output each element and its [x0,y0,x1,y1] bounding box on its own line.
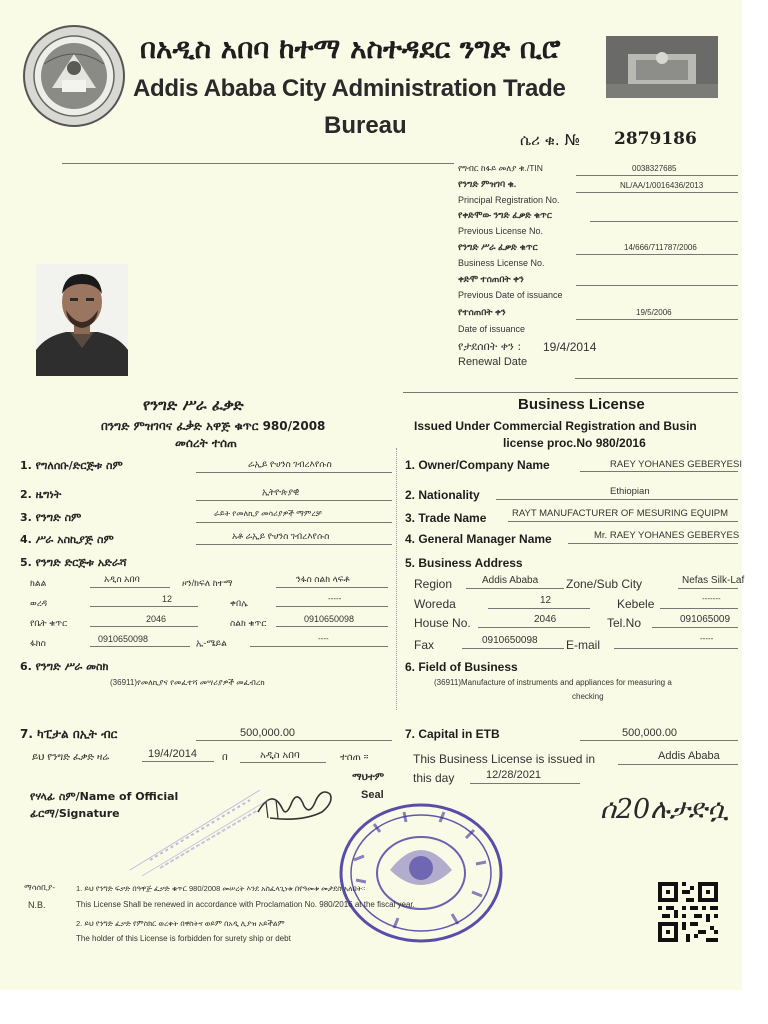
note1-en: This License Shall be renewed in accordance with Proclamation No. 980/2016 at the fiscal year. [76,900,415,909]
seal-label-en: Seal [361,789,384,801]
fax-value-am: 0910650098 [98,634,149,644]
address-label-en: 5. Business Address [405,556,523,570]
handwritten-signature: ሰ20ሉታድሷ [600,794,729,825]
field-value-en-line2: checking [572,692,604,701]
trade-name-label-en: 3. Trade Name [405,511,487,525]
tel-label-en: Tel.No [607,616,642,630]
license-title-am: የንግድ ሥራ ፈቃድ [143,396,244,414]
region-value-en: Addis Ababa [482,575,539,586]
manager-value-en: Mr. RAEY YOHANES GEBERYES [594,530,740,541]
tel-label-am: ስልክ ቁጥር [230,618,267,628]
owner-value-en: RAEY YOHANES GEBERYESI [610,459,742,470]
woreda-label-am: ወረዳ [30,598,48,608]
nationality-label-en: 2. Nationality [405,488,480,502]
issued-am-post: ተሰጠ ። [340,752,369,763]
city-emblem-logo [22,24,126,128]
email-value-am: ---- [318,634,329,643]
fax-label-en: Fax [414,638,435,652]
bureau-photo-logo [606,36,718,98]
issued-en-day: this day [413,771,455,785]
issued-en-date: 12/28/2021 [486,769,542,781]
fax-value-en: 0910650098 [482,635,538,646]
kebele-value-en: ------- [702,594,721,603]
kebele-label-en: Kebele [617,597,655,611]
owner-value-am: ራኢይ ዮሀንስ ገብረእየሱስ [248,459,332,469]
issue-label-am: የተሰጠበት ቀን [458,307,506,317]
license-label-en: Business License No. [458,258,545,268]
zone-label-en: Zone/Sub City [566,577,643,591]
issued-am-mid: በ [222,752,228,763]
renewal-label-am: የታደሰበት ቀን : [458,340,522,353]
prev-license-en: Previous License No. [458,226,544,236]
seal-label-am: ማህተም [352,772,385,783]
license-subtitle-am2: መሰረት ተሰጠ [175,436,238,450]
woreda-value-en: 12 [540,595,552,606]
house-value-en: 2046 [534,614,557,625]
tel-value-am: 0910650098 [304,614,355,624]
serial-label: ሴሪ ቁ. № [520,131,581,149]
prev-date-en: Previous Date of issuance [458,290,563,300]
fax-label-am: ፋክስ [30,638,46,648]
manager-value-am: አቶ ራኢይ ዮሀንስ ገብረእየሱስ [232,531,330,541]
official-name-label: የሃላፊ ስም/Name of Official [30,790,179,803]
license-subtitle-en2: license proc.No 980/2016 [503,436,646,450]
zone-value-en: Nefas Silk-Laf [682,575,745,586]
trade-name-value-en: RAYT MANUFACTURER OF MESURING EQUIPM [512,508,729,519]
field-label-am: 6. የንግድ ሥራ መስክ [20,660,109,673]
title-english-line2: Bureau [324,112,407,139]
note2-am: 2. ይህ የንግድ ፈቃድ የምስክር ወረቀት በዋስትና ወይም በአዲ ሊያዝ አይችልም [76,919,285,928]
zone-value-am: ንፋስ ስልክ ላፍቶ [296,574,350,584]
zone-label-am: ዞን/ክፍለ ከተማ [182,578,233,588]
prev-license-am: የቀድሞው ንግድ ፈቃድ ቁጥር [458,210,552,220]
owner-label-am: 1. የግለሰቡ/ድርጅቱ ስም [20,459,123,472]
nationality-label-am: 2. ዜግነት [20,488,62,501]
issue-label-en: Date of issuance [458,324,526,334]
house-label-am: የቤት ቁጥር [30,618,68,628]
issued-am-date: 19/4/2014 [148,748,197,760]
issued-am-city: አዲስ አበባ [260,750,300,761]
kebele-label-am: ቀበሌ [230,598,248,608]
capital-label-am: 7. ካፒታል በኢት ብር [20,727,118,741]
capital-label-en: 7. Capital in ETB [405,727,500,741]
house-value-am: 2046 [146,614,167,624]
region-value-am: አዲስ አበባ [104,574,140,584]
license-value: 14/666/711787/2006 [624,243,697,252]
column-divider [396,448,397,710]
title-english-line1: Addis Ababa City Administration Trade [133,75,566,102]
renewal-label-en: Renewal Date [458,356,528,368]
address-label-am: 5. የንግድ ድርጅቱ አድራሻ [20,556,127,569]
reg-label-am: የንግድ ምዝገባ ቁ. [458,179,517,189]
owner-photo [36,264,128,376]
nb-label-en: N.B. [28,900,46,910]
tel-value-en: 091065009 [680,614,731,625]
region-label-en: Region [414,577,453,591]
renewal-value: 19/4/2014 [543,340,597,354]
note1-am: 1. ይህ የንግድ ፍቃድ በዓዋጅ ፈቃድ ቁጥር 980/2008 መሠረት እንደ አስፈላጊነቱ በየዓመቱ መታደስ አለበት። [76,884,366,893]
field-label-en: 6. Field of Business [405,660,518,674]
issued-en-pre: This Business License is issued in [413,752,596,766]
reg-label-en: Principal Registration No. [458,195,560,205]
kebele-value-am: ----- [328,594,342,603]
owner-label-en: 1. Owner/Company Name [405,458,550,472]
reg-value: NL/AA/1/0016436/2013 [620,181,704,190]
house-label-en: House No. [414,616,471,630]
qr-code [658,882,718,942]
capital-value-en: 500,000.00 [622,727,678,739]
issue-value: 19/5/2006 [636,308,672,317]
note2-en: The holder of this License is forbidden for surety ship or debt [76,934,291,943]
nb-label-am: ማሳሰቢያ- [24,883,55,892]
region-label-am: ክልል [30,578,47,588]
email-label-en: E-mail [566,638,601,652]
title-amharic: በአዲስ አበባ ከተማ አስተዳደር ንግድ ቢሮ [140,32,561,65]
prev-date-am: ቀድሞ ተሰጠበት ቀን [458,274,524,284]
serial-number: 2879186 [614,129,697,149]
woreda-value-am: 12 [162,594,173,604]
signature-label: ፊርማ/Signature [30,807,120,820]
field-value-am: (36911)የመለኪያና የመፈተሻ መሣሪያዎች መፈብረክ [110,678,265,687]
stamp-diagonal-text [120,780,270,880]
license-subtitle-am1: በንግድ ምዝገባና ፈቃድ አዋጅ ቁጥር 980/2008 [101,419,326,433]
email-label-am: ኢ-ሜይል [196,638,227,648]
issued-am-pre: ይህ የንግድ ፈቃድ ዛሬ [32,752,110,763]
manager-label-am: 4. ሥራ አስኪያጅ ስም [20,533,114,546]
trade-name-label-am: 3. የንግድ ስም [20,511,82,524]
email-value-en: ----- [700,634,714,643]
issued-en-city: Addis Ababa [658,750,720,762]
field-value-en-line1: (36911)Manufacture of instruments and appliances for measuring a [434,678,672,687]
woreda-label-en: Woreda [414,597,456,611]
manager-label-en: 4. General Manager Name [405,532,552,546]
license-title-en: Business License [518,396,645,413]
nationality-value-en: Ethiopian [610,486,650,497]
capital-value-am: 500,000.00 [240,727,296,739]
license-label-am: የንግድ ሥራ ፈቃድ ቁጥር [458,242,538,252]
official-seal-stamp [334,800,508,946]
tin-label: የግብር ከፋይ መለያ ቁ./TIN [458,163,543,173]
license-subtitle-en1: Issued Under Commercial Registration and Busin [414,419,697,433]
tin-value: 0038327685 [632,164,677,173]
trade-name-value-am: ራይት የመለኪያ መሳሪያዎች ማምረቻ [214,509,322,518]
nationality-value-am: ኢትዮጵያዊ [262,487,300,497]
